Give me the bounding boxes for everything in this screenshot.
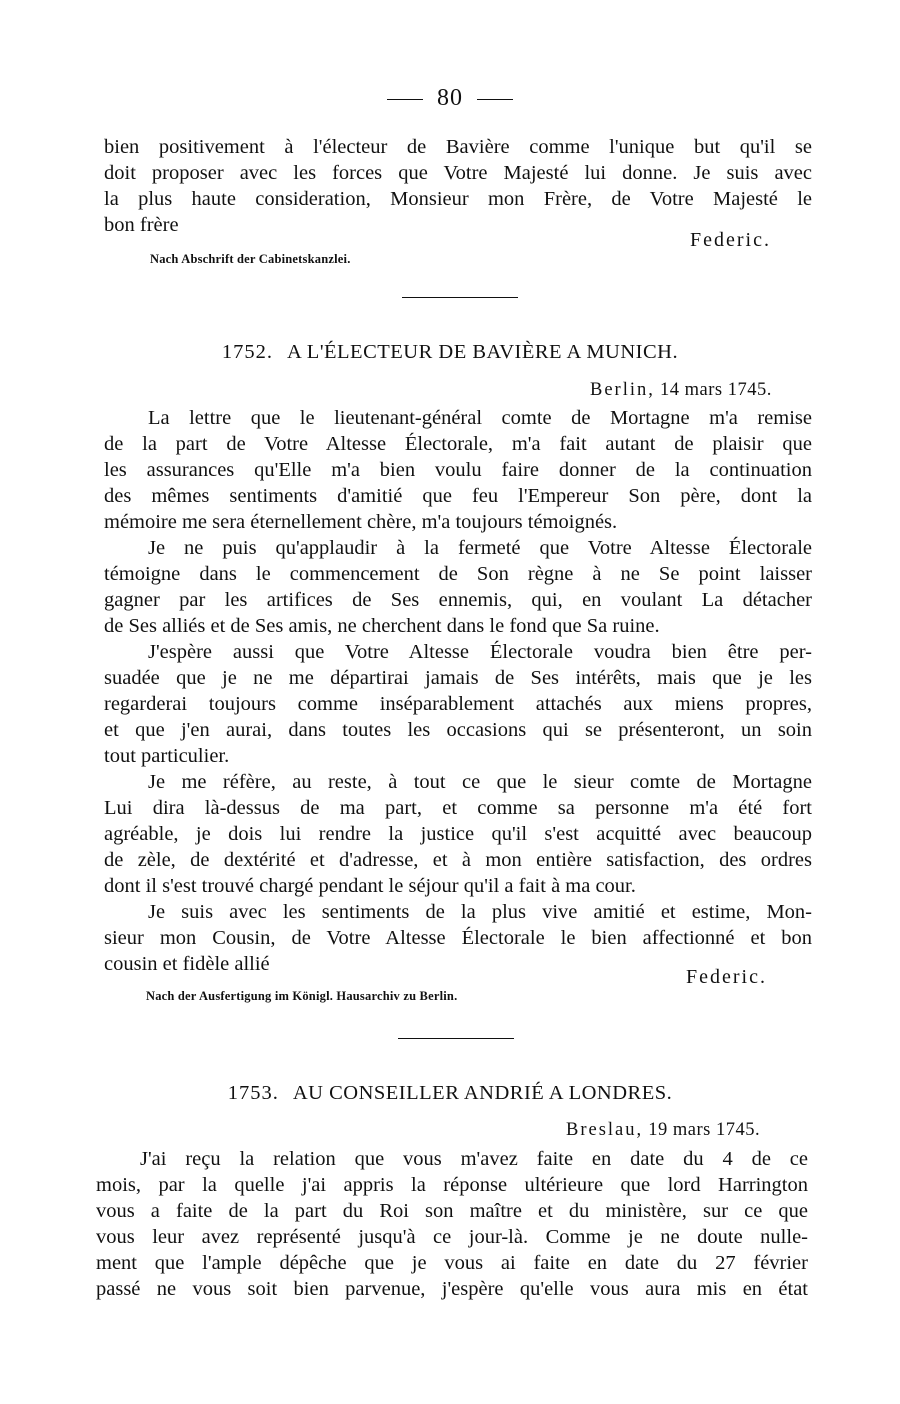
dateline-place: Breslau, (566, 1120, 644, 1140)
dateline-place: Berlin, (590, 380, 655, 400)
text-line: vous a faite de la part du Roi son maître et du ministère, sur ce que (96, 1200, 808, 1222)
dateline (566, 1120, 760, 1141)
text-line: Lui dira là-dessus de ma part, et comme sa personne m'a été fort (104, 797, 812, 819)
text-line: témoigne dans le commencement de Son règne à ne Se point laisser (104, 563, 812, 585)
letter-title: AU CONSEILLER ANDRIÉ A LONDRES. (292, 1082, 673, 1104)
text-line: J'espère aussi que Votre Altesse Électorale voudra bien être per- (148, 641, 812, 663)
rule-left (387, 99, 423, 100)
text-line: passé ne vous soit bien parvenue, j'espère qu'elle vous aura mis en état (96, 1278, 808, 1300)
text-line: La lettre que le lieutenant-général comte de Mortagne m'a remise (148, 407, 812, 429)
signature: Federic. (690, 229, 771, 251)
letter-body (104, 405, 812, 977)
text-line: et que j'en aurai, dans toutes les occasions qui se présenteront, un soin (104, 719, 812, 741)
text-line: ment que l'ample dépêche que je vous ai faite en date du 27 février (96, 1252, 808, 1274)
text-line: regarderai toujours comme inséparablement attachés aux miens propres, (104, 693, 812, 715)
text-line: la plus haute consideration, Monsieur mon Frère, de Votre Majesté le (104, 188, 812, 210)
page-number: 80 (0, 85, 900, 112)
letter-heading (0, 1082, 900, 1105)
text-line: Je me réfère, au reste, à tout ce que le sieur comte de Mortagne (148, 771, 812, 793)
text-line: bien positivement à l'électeur de Bavière comme l'unique but qu'il se (104, 136, 812, 158)
letter-number: 1752. (221, 341, 273, 363)
letter-number: 1753. (227, 1082, 279, 1104)
section-divider (402, 297, 518, 298)
text-line: doit proposer avec les forces que Votre Majesté lui donne. Je suis avec (104, 162, 812, 184)
text-line: tout particulier. (104, 745, 230, 767)
text-line: bon frère (104, 214, 179, 236)
text-line: sieur mon Cousin, de Votre Altesse Électorale le bien affectionné et bon (104, 927, 812, 949)
letter-title: A L'ÉLECTEUR DE BAVIÈRE A MUNICH. (287, 341, 679, 363)
text-line: mois, par la quelle j'ai appris la réponse ultérieure que lord Harrington (96, 1174, 808, 1196)
section-divider (398, 1038, 514, 1039)
text-line: dont il s'est trouvé chargé pendant le séjour qu'il a fait à ma cour. (104, 875, 636, 897)
text-line: les assurances qu'Elle m'a bien voulu faire donner de la continuation (104, 459, 812, 481)
text-line: vous leur avez représenté jusqu'à ce jour-là. Comme je ne doute nulle- (96, 1226, 808, 1248)
text-line: suadée que je ne me départirai jamais de Ses intérêts, mais que je les (104, 667, 812, 689)
text-line: agréable, je dois lui rendre la justice qu'il s'est acquitté avec beaucoup (104, 823, 812, 845)
signature: Federic. (686, 966, 767, 988)
text-line: Je suis avec les sentiments de la plus vive amitié et estime, Mon- (148, 901, 812, 923)
text-line: de zèle, de dextérité et d'adresse, et à mon entière satisfaction, des ordres (104, 849, 812, 871)
letter-heading (0, 341, 900, 364)
text-line: J'ai reçu la relation que vous m'avez faite en date du 4 de ce (140, 1148, 808, 1170)
text-line: Je ne puis qu'applaudir à la fermeté que Votre Altesse Électorale (148, 537, 812, 559)
letter-body (96, 1146, 808, 1302)
dateline (590, 380, 772, 401)
text-line: gagner par les artifices de Ses ennemis, qui, en voulant La détacher (104, 589, 812, 611)
text-line: des mêmes sentiments d'amitié que feu l'Empereur Son père, dont la (104, 485, 812, 507)
text-line: mémoire me sera éternellement chère, m'a toujours témoignés. (104, 511, 618, 533)
source-note: Nach der Ausfertigung im Königl. Hausarchiv zu Berlin. (146, 989, 458, 1003)
text-line: cousin et fidèle allié (104, 953, 270, 975)
dateline-date: 19 mars 1745. (648, 1120, 761, 1140)
rule-right (477, 99, 513, 100)
continuation-text (104, 134, 812, 238)
text-line: de Ses alliés et de Ses amis, ne cherchent dans le fond que Sa ruine. (104, 615, 660, 637)
dateline-date: 14 mars 1745. (660, 380, 772, 400)
source-note: Nach Abschrift der Cabinetskanzlei. (150, 252, 351, 266)
text-line: de la part de Votre Altesse Électorale, m'a fait autant de plaisir que (104, 433, 812, 455)
